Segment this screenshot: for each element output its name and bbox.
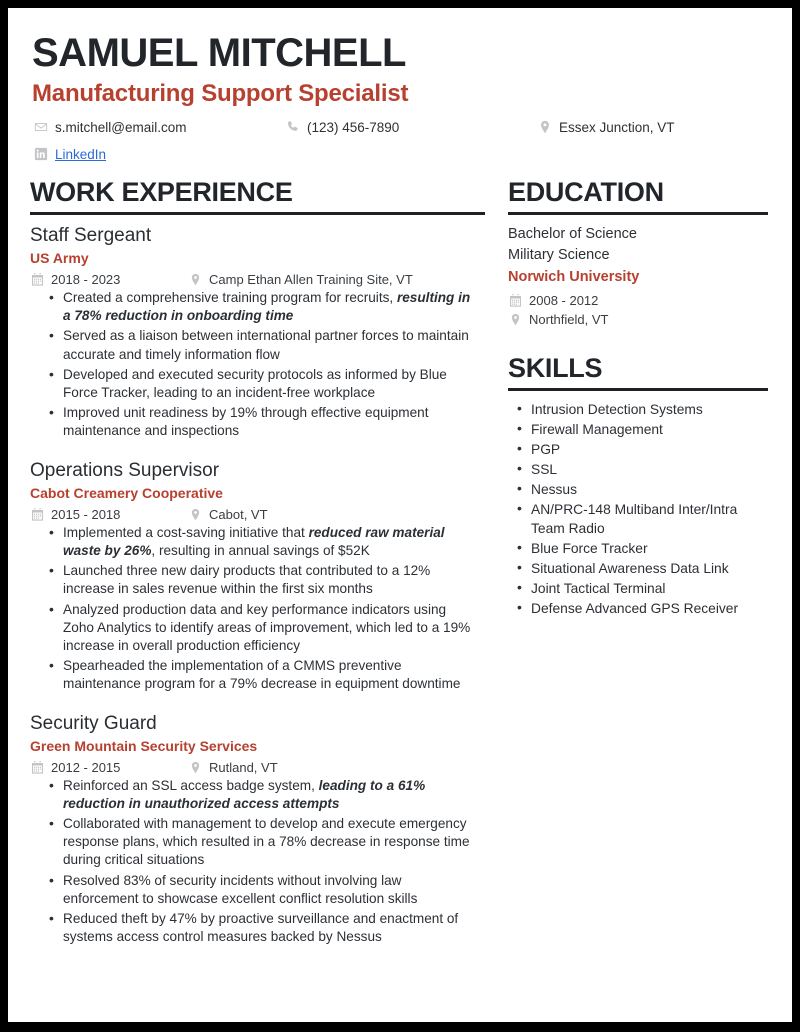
job-location: Cabot, VT bbox=[209, 506, 268, 522]
job-title: Staff Sergeant bbox=[30, 225, 152, 247]
job-dates-group bbox=[30, 272, 188, 286]
job-meta bbox=[30, 760, 480, 774]
bullet-item: • Improved unit readiness by 19% through effective equipment maintenance and inspections bbox=[48, 404, 480, 440]
section-title-education: EDUCATION bbox=[508, 177, 664, 208]
bullet-item: • Analyzed production data and key performance indicators using Zoho Analytics to identify areas of improvement, which led to a 19% increase in overall production efficiency bbox=[48, 601, 480, 655]
skills-list bbox=[508, 400, 770, 618]
resume-page bbox=[8, 8, 792, 1022]
education-dates-group bbox=[508, 293, 770, 307]
work-entry bbox=[30, 224, 480, 440]
bullet-emphasis: leading to a 61% reduction in unauthorized access attempts bbox=[63, 778, 426, 812]
job-bullets bbox=[30, 777, 480, 946]
skill-item: • Firewall Management bbox=[516, 420, 770, 439]
resume-header bbox=[30, 32, 770, 172]
job-headline: Manufacturing Support Specialist bbox=[32, 80, 409, 107]
map-pin-icon bbox=[538, 120, 552, 134]
education-dates: 2008 - 2012 bbox=[529, 292, 599, 308]
section-divider-skills bbox=[508, 388, 768, 391]
phone-icon bbox=[286, 120, 300, 134]
spacer bbox=[508, 326, 770, 354]
skill-item: • Blue Force Tracker bbox=[516, 539, 770, 558]
skill-item: • Defense Advanced GPS Receiver bbox=[516, 599, 770, 618]
bullet-item: • Developed and executed security protocols as informed by Blue Force Tracker, leading to an incident-free workplace bbox=[48, 366, 480, 402]
skill-item: • SSL bbox=[516, 460, 770, 479]
bullet-item: • Resolved 83% of security incidents without involving law enforcement to showcase excellent conflict resolution skills bbox=[48, 872, 480, 908]
job-title: Operations Supervisor bbox=[30, 459, 220, 481]
bullet-emphasis: reduced raw material waste by 26% bbox=[63, 525, 445, 559]
job-dates: 2015 - 2018 bbox=[51, 506, 121, 522]
resume-body bbox=[30, 178, 770, 948]
job-meta bbox=[30, 507, 480, 521]
map-pin-icon bbox=[188, 760, 202, 774]
job-location: Camp Ethan Allen Training Site, VT bbox=[209, 271, 413, 287]
education-location: Northfield, VT bbox=[529, 311, 609, 327]
skill-item: • Situational Awareness Data Link bbox=[516, 559, 770, 578]
section-title-work-experience: WORK EXPERIENCE bbox=[30, 177, 293, 208]
skill-item: • Nessus bbox=[516, 480, 770, 499]
bullet-item: • Created a comprehensive training program for recruits, resulting in a 78% reduction in onboarding time bbox=[48, 289, 480, 325]
bullet-item: • Collaborated with management to develop and execute emergency response plans, which resulted in a 78% decrease in response time during critical situations bbox=[48, 815, 480, 869]
job-bullets bbox=[30, 524, 480, 693]
education-degree: Bachelor of Science bbox=[508, 226, 637, 243]
bullet-item: • Served as a liaison between international partner forces to maintain accurate and timely information flow bbox=[48, 327, 480, 363]
skill-item: • Intrusion Detection Systems bbox=[516, 400, 770, 419]
section-divider-education bbox=[508, 212, 768, 215]
job-company: Cabot Creamery Cooperative bbox=[30, 484, 223, 501]
contact-phone[interactable] bbox=[286, 120, 399, 134]
linkedin-icon bbox=[34, 147, 48, 161]
section-title-skills: SKILLS bbox=[508, 353, 603, 384]
contact-info bbox=[30, 120, 770, 172]
envelope-icon bbox=[34, 120, 48, 134]
map-pin-icon bbox=[188, 272, 202, 286]
contact-location-text: Essex Junction, VT bbox=[559, 119, 675, 135]
job-location: Rutland, VT bbox=[209, 759, 278, 775]
education-location-group bbox=[508, 312, 770, 326]
calendar-icon bbox=[508, 293, 522, 307]
right-column bbox=[496, 178, 770, 948]
linkedin-link[interactable]: LinkedIn bbox=[55, 146, 107, 162]
calendar-icon bbox=[30, 507, 44, 521]
job-meta bbox=[30, 272, 480, 286]
skill-item: • Joint Tactical Terminal bbox=[516, 579, 770, 598]
job-title: Security Guard bbox=[30, 712, 157, 734]
calendar-icon bbox=[30, 272, 44, 286]
work-entry bbox=[30, 712, 480, 946]
bullet-item: • Implemented a cost-saving initiative that reduced raw material waste by 26%, resulting in annual savings of $52K bbox=[48, 524, 480, 560]
contact-linkedin[interactable] bbox=[34, 147, 106, 161]
contact-phone-text: (123) 456-7890 bbox=[307, 119, 400, 135]
job-location-group bbox=[188, 760, 278, 774]
contact-email-text: s.mitchell@email.com bbox=[55, 119, 187, 135]
page-title: SAMUEL MITCHELL bbox=[32, 31, 406, 75]
job-location-group bbox=[188, 507, 268, 521]
bullet-item: • Launched three new dairy products that contributed to a 12% increase in sales revenue within the first six months bbox=[48, 562, 480, 598]
job-dates: 2018 - 2023 bbox=[51, 271, 121, 287]
map-pin-icon bbox=[188, 507, 202, 521]
job-dates-group bbox=[30, 760, 188, 774]
section-divider-work bbox=[30, 212, 485, 215]
skill-item: • PGP bbox=[516, 440, 770, 459]
bullet-item: • Reduced theft by 47% by proactive surveillance and enactment of systems access control measures backed by Nessus bbox=[48, 910, 480, 946]
contact-location bbox=[538, 120, 675, 134]
work-entry bbox=[30, 459, 480, 693]
skill-item: • AN/PRC-148 Multiband Inter/Intra Team Radio bbox=[516, 500, 770, 538]
bullet-item: • Reinforced an SSL access badge system, leading to a 61% reduction in unauthorized access attempts bbox=[48, 777, 480, 813]
education-field: Military Science bbox=[508, 247, 610, 264]
education-school: Norwich University bbox=[508, 269, 640, 286]
job-dates-group bbox=[30, 507, 188, 521]
calendar-icon bbox=[30, 760, 44, 774]
left-column bbox=[30, 178, 496, 948]
bullet-item: • Spearheaded the implementation of a CMMS preventive maintenance program for a 79% decrease in equipment downtime bbox=[48, 657, 480, 693]
job-company: US Army bbox=[30, 249, 89, 266]
map-pin-icon bbox=[508, 312, 522, 326]
bullet-emphasis: resulting in a 78% reduction in onboarding time bbox=[63, 290, 471, 324]
job-company: Green Mountain Security Services bbox=[30, 737, 258, 754]
contact-email[interactable] bbox=[34, 120, 186, 134]
job-dates: 2012 - 2015 bbox=[51, 759, 121, 775]
education-entry bbox=[508, 224, 770, 326]
job-bullets bbox=[30, 289, 480, 440]
job-location-group bbox=[188, 272, 413, 286]
